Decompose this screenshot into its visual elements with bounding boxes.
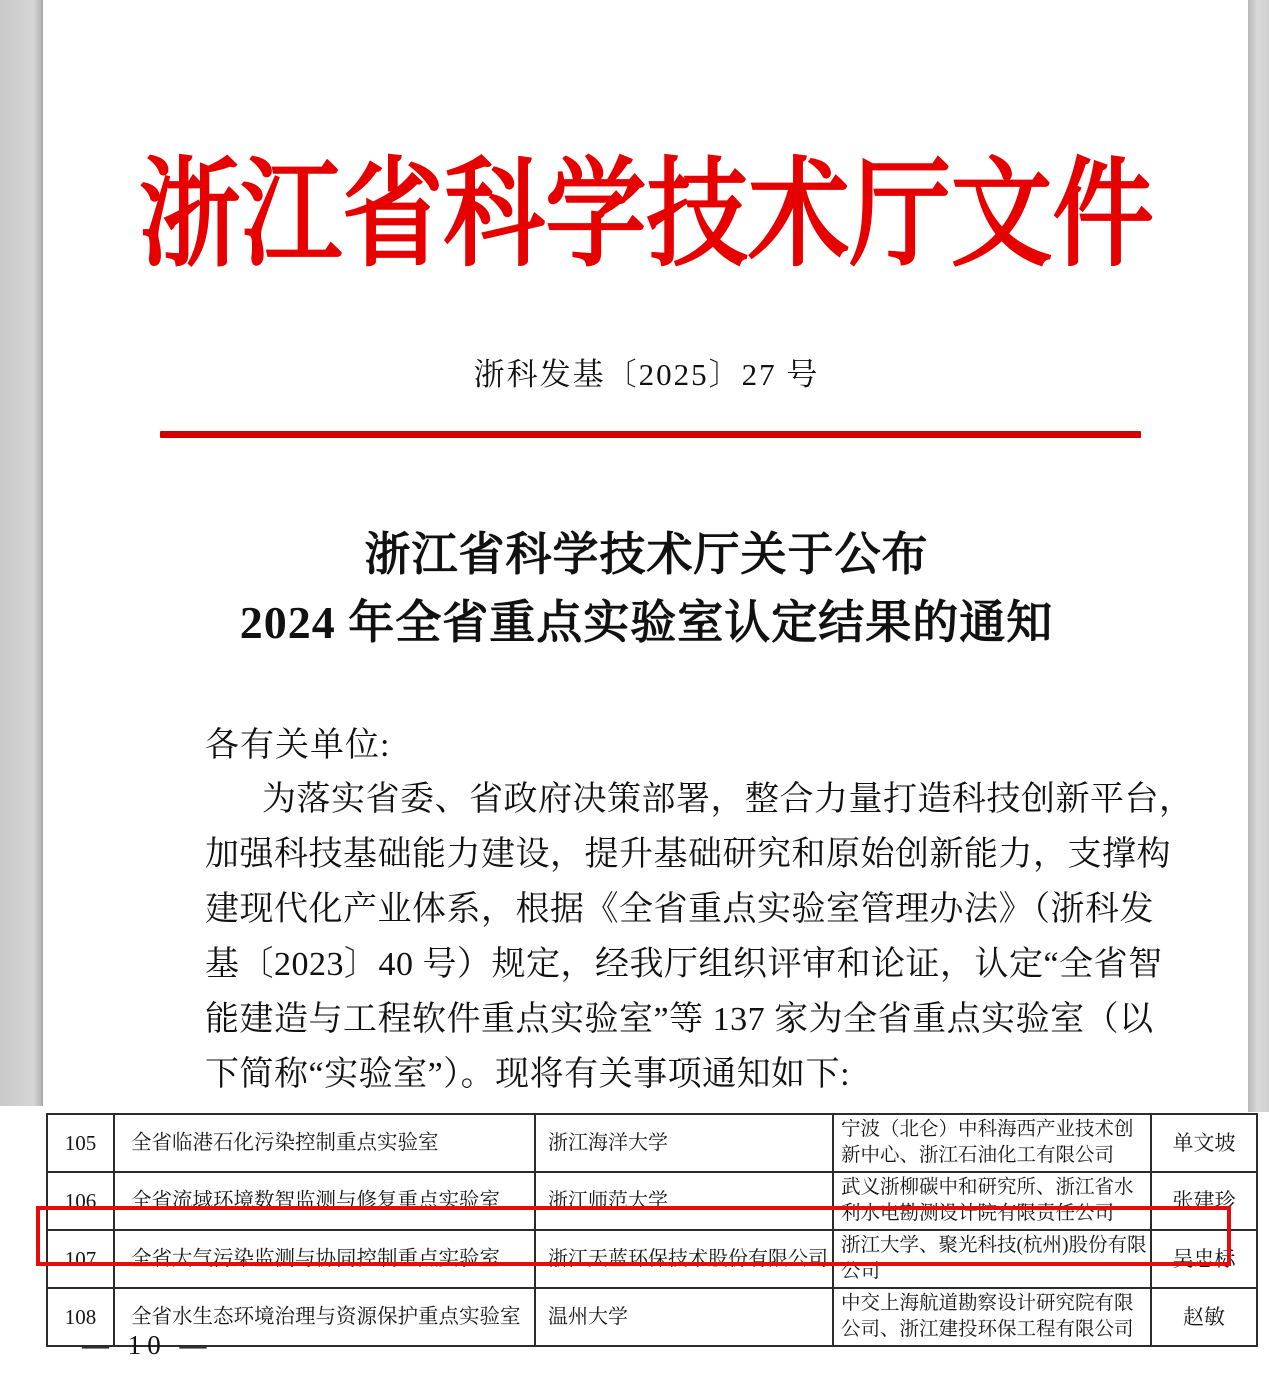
- table-row: [47, 1114, 1257, 1172]
- partners-cell: 浙江大学、聚光科技(杭州)股份有限公司: [833, 1230, 1151, 1288]
- body-line: 建现代化产业体系，根据《全省重点实验室管理办法》（浙科发: [205, 891, 1154, 928]
- lab-name-cell: 全省临港石化污染控制重点实验室: [114, 1114, 535, 1172]
- viewer-left-gutter: [0, 0, 43, 1106]
- red-separator-rule: [160, 431, 1141, 438]
- body-line: 能建造与工程软件重点实验室”等 137 家为全省重点实验室（以: [205, 1001, 1154, 1038]
- page-number: — 10 —: [82, 1330, 213, 1360]
- notice-title: [45, 521, 1248, 657]
- salutation: 各有关单位:: [205, 727, 391, 764]
- row-number-cell: 107: [47, 1230, 114, 1288]
- row-number-cell: 105: [47, 1114, 114, 1172]
- institution-cell: 浙江海洋大学: [535, 1114, 833, 1172]
- body-line: 为落实省委、省政府决策部署，整合力量打造科技创新平台，: [262, 781, 1194, 818]
- row-number-cell: 108: [47, 1288, 114, 1346]
- lab-name-cell: 全省流域环境数智监测与修复重点实验室: [114, 1172, 535, 1230]
- body-line: 加强科技基础能力建设，提升基础研究和原始创新能力，支撑构: [205, 836, 1171, 873]
- lab-name-cell: 全省水生态环境治理与资源保护重点实验室: [114, 1288, 535, 1346]
- row-107-highlight-box: [36, 1206, 1231, 1266]
- institution-cell: 浙江天蓝环保技术股份有限公司: [535, 1230, 833, 1288]
- document-number: 浙科发基〔2025〕27 号: [473, 357, 820, 392]
- lab-name-cell: 全省大气污染监测与协同控制重点实验室: [114, 1230, 535, 1288]
- agency-header-title: 浙江省科学技术厅文件: [139, 150, 1154, 281]
- body-paragraph: [205, 772, 1194, 1102]
- row-number-cell: 106: [47, 1172, 114, 1230]
- institution-cell: 温州大学: [535, 1288, 833, 1346]
- director-cell: 吴忠标: [1151, 1230, 1257, 1288]
- partners-cell: 中交上海航道勘察设计研究院有限公司、浙江建投环保工程有限公司: [833, 1288, 1151, 1346]
- director-cell: 赵敏: [1151, 1288, 1257, 1346]
- director-cell: 单文坡: [1151, 1114, 1257, 1172]
- body-line: 基〔2023〕40 号）规定，经我厅组织评审和论证，认定“全省智: [205, 946, 1163, 983]
- partners-cell: 武义浙柳碳中和研究所、浙江省水利水电勘测设计院有限责任公司: [833, 1172, 1151, 1230]
- body-line: 下简称“实验室”）。现将有关事项通知如下:: [205, 1056, 851, 1093]
- viewer-right-gutter: [1248, 0, 1269, 1112]
- notice-title-line1: 浙江省科学技术厅关于公布: [364, 529, 929, 580]
- director-cell: 张建珍: [1151, 1172, 1257, 1230]
- institution-cell: 浙江师范大学: [535, 1172, 833, 1230]
- notice-title-line2: 2024 年全省重点实验室认定结果的通知: [239, 597, 1054, 648]
- partners-cell: 宁波（北仑）中科海西产业技术创新中心、浙江石油化工有限公司: [833, 1114, 1151, 1172]
- table-row: [47, 1288, 1257, 1346]
